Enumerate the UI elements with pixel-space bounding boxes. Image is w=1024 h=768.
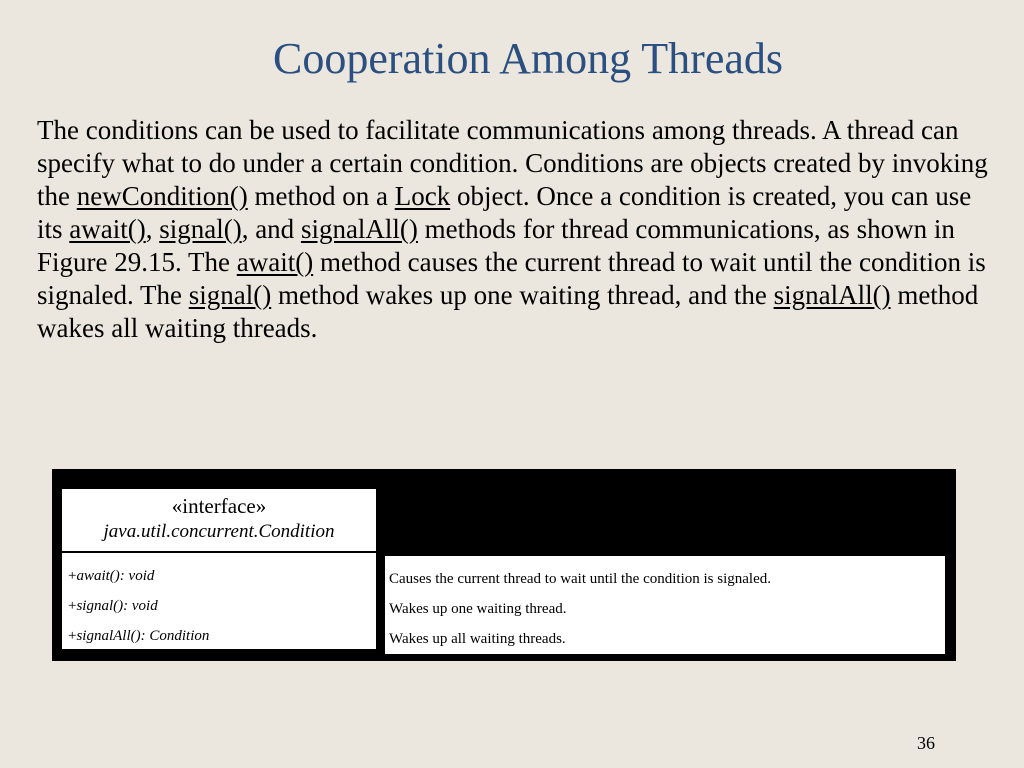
uml-class-box	[62, 489, 376, 649]
method-signature: await(): void	[76, 568, 155, 584]
paragraph-text: methods for thread communications, as shown in Figure 29.15. The	[37, 214, 955, 277]
uml-method-list	[62, 553, 376, 651]
code-signal: signal()	[159, 214, 242, 244]
uml-method	[68, 591, 376, 621]
paragraph-text: method wakes all waiting threads.	[37, 280, 979, 343]
code-signal: signal()	[188, 280, 272, 310]
code-signalall: signalAll()	[773, 280, 891, 310]
method-signature: signal(): void	[76, 598, 158, 614]
visibility-marker: +	[68, 568, 77, 584]
paragraph-text: , and	[241, 214, 301, 244]
uml-method	[68, 561, 376, 591]
slide-title: Cooperation Among Threads	[273, 34, 783, 83]
condition-interface-figure	[52, 469, 956, 661]
paragraph-text: method wakes up one waiting thread, and the	[271, 280, 774, 310]
method-description: Causes the current thread to wait until the condition is signaled.	[389, 571, 771, 587]
visibility-marker: +	[68, 628, 77, 644]
method-signature: signalAll(): Condition	[76, 628, 210, 644]
paragraph-text: object. Once a condition is created, you can use its	[37, 181, 972, 244]
method-description-box	[385, 556, 945, 654]
body-paragraph	[37, 114, 997, 345]
paragraph-text: The conditions can be used to facilitate communications among threads. A thread can specify what to do under a certain condition. Conditions are objects created by invoking the	[37, 115, 988, 211]
code-await: await()	[236, 247, 314, 277]
uml-class-name: java.util.concurrent.Condition	[103, 521, 335, 542]
method-description: Wakes up one waiting thread.	[389, 601, 567, 617]
paragraph-text: method causes the current thread to wait until the condition is signaled. The	[37, 247, 986, 310]
visibility-marker: +	[68, 598, 77, 614]
code-newcondition: newCondition()	[76, 181, 248, 211]
page-number: 36	[917, 733, 935, 753]
uml-method	[68, 621, 376, 651]
paragraph-text: method on a	[247, 181, 395, 211]
paragraph-text: ,	[145, 214, 160, 244]
uml-class-header	[62, 489, 376, 553]
code-signalall: signalAll()	[300, 214, 418, 244]
code-lock: Lock	[394, 181, 451, 211]
uml-stereotype: «interface»	[171, 494, 267, 518]
code-await: await()	[69, 214, 146, 244]
method-description: Wakes up all waiting threads.	[389, 631, 566, 647]
